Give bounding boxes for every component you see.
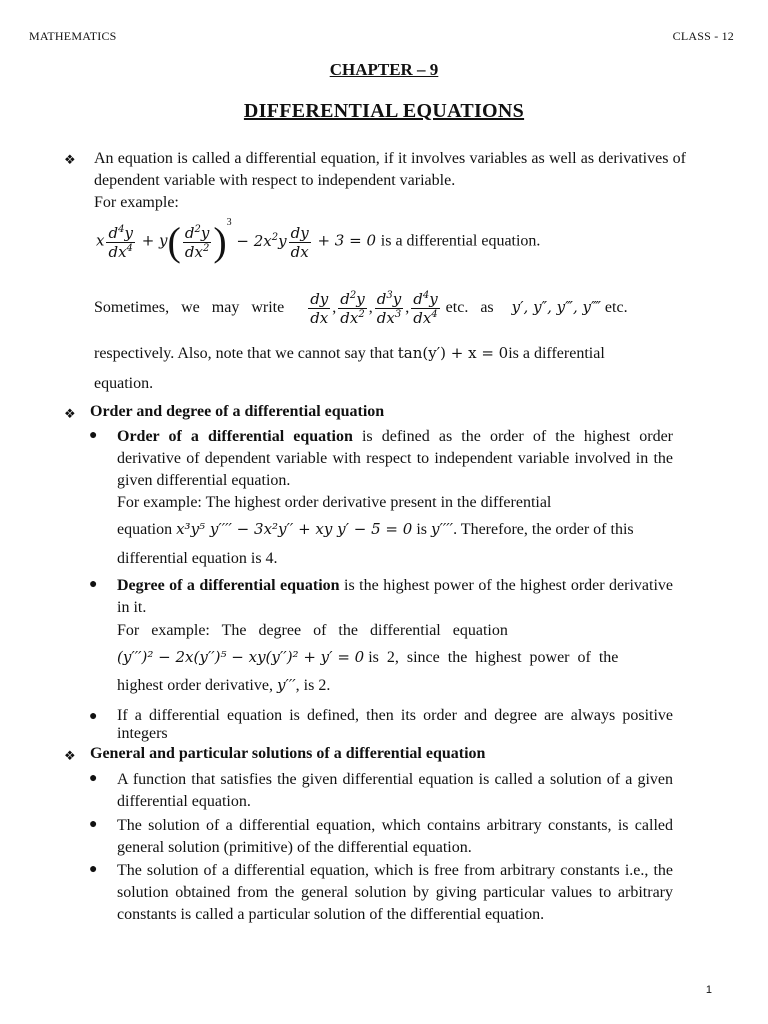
order-equation: x³y⁵ y′′′′ − 3x²y′′ + xy y′ − 5 = 0 (176, 520, 413, 538)
header-subject: MATHEMATICS (29, 29, 117, 43)
sometimes-tail: etc. (604, 299, 628, 317)
sometimes-etc: etc. as (445, 299, 494, 317)
order-term: Order of a differential equation (117, 428, 353, 445)
order-example: For example: The highest order derivative present in the differential (117, 494, 552, 511)
respectively-line (94, 344, 605, 363)
tan-tail: is a differential (508, 345, 605, 362)
defined-note: If a differential equation is defined, then its order and degree are always positive integers (117, 707, 673, 742)
degree-example: For example: The degree of the differential equation (117, 622, 508, 639)
bullet-icon: ● (89, 428, 98, 443)
sometimes-line: Sometimes, we may write $\frac{dy}{dx}$ , $\frac{d^2y}{dx^2}$ , $\frac{d^3y}{dx^3}$ , $\frac{d^4y}{dx^4}$ etc. as y′, y″, y‴, y⁗ etc. (94, 290, 628, 327)
example-equation: x $\frac{d^4y}{dx^4}$ + y( $\frac{d^2y}{dx^2}$ )$^3 - 2x^2y$ $\frac{dy}{dx}$ + 3 = 0 is a differential equation. (96, 217, 541, 264)
bullet-icon: ● (89, 709, 98, 724)
diamond-bullet-icon: ❖ (64, 152, 76, 167)
chapter-label: CHAPTER – 9 (329, 60, 439, 79)
degree-last-tail: , is 2. (295, 677, 331, 694)
sometimes-lead: Sometimes, we may write (94, 299, 285, 317)
order-is: is (416, 521, 427, 538)
respectively-text: respectively. Also, note that we cannot say that (94, 345, 394, 362)
example-tail: is a differential equation. (380, 232, 541, 250)
order-derivative: y′′′′ (430, 520, 454, 538)
diamond-bullet-icon: ❖ (64, 406, 76, 421)
order-last: differential equation is 4. (117, 550, 278, 567)
degree-rest: is the highest power of the highest order derivative in it. (117, 577, 674, 616)
degree-term: Degree of a differential equation (117, 577, 340, 594)
intro-for-example: For example: (94, 194, 179, 211)
section-heading-order-degree: Order and degree of a differential equation (90, 403, 385, 420)
bullet-icon: ● (89, 862, 98, 877)
solution-definition: A function that satisfies the given differential equation is called a solution of a given differential equation. (117, 771, 673, 810)
particular-solution-definition: The solution of a differential equation, which is free from arbitrary constants i.e., the solution obtained from the general solution by giving particular values to arbitrary constants is called a particular solution of the differential equation. (117, 862, 673, 923)
degree-tail: is 2, since the highest power of the (368, 649, 619, 666)
header-class: CLASS - 12 (672, 29, 734, 43)
order-equation-line (117, 520, 634, 539)
bullet-icon: ● (89, 577, 98, 592)
degree-equation-line (117, 648, 618, 667)
degree-last-lead: highest order derivative, (117, 677, 273, 694)
order-definition (117, 426, 673, 492)
page-number: 1 (705, 984, 712, 996)
general-solution-definition: The solution of a differential equation, which contains arbitrary constants, is called general solution (primitive) of the differential equation. (117, 817, 673, 856)
equation-word: equation. (94, 375, 154, 392)
bullet-icon: ● (89, 817, 98, 832)
diamond-bullet-icon: ❖ (64, 748, 76, 763)
intro-definition: An equation is called a differential equation, if it involves variables as well as derivatives of dependent variable with respect to independent variable. (94, 150, 686, 189)
order-eq-lead: equation (117, 521, 173, 538)
order-rest: is defined as the order of the highest order derivative of dependent variable with respect to independent variable involved in the given differential equation. (117, 428, 674, 489)
order-tail: . Therefore, the order of this (453, 521, 634, 538)
page-title: DIFFERENTIAL EQUATIONS (243, 100, 525, 122)
degree-definition (117, 575, 673, 619)
bullet-icon: ● (89, 771, 98, 786)
tan-equation: tan(y′) + x = 0 (397, 344, 509, 362)
degree-last-line (117, 676, 330, 695)
degree-equation: (y′′′)² − 2x(y′′)⁵ − xy(y′′)² + y′ = 0 (117, 648, 365, 666)
degree-last-derivative: y′′′ (276, 676, 296, 694)
section-heading-solutions: General and particular solutions of a differential equation (90, 745, 486, 762)
